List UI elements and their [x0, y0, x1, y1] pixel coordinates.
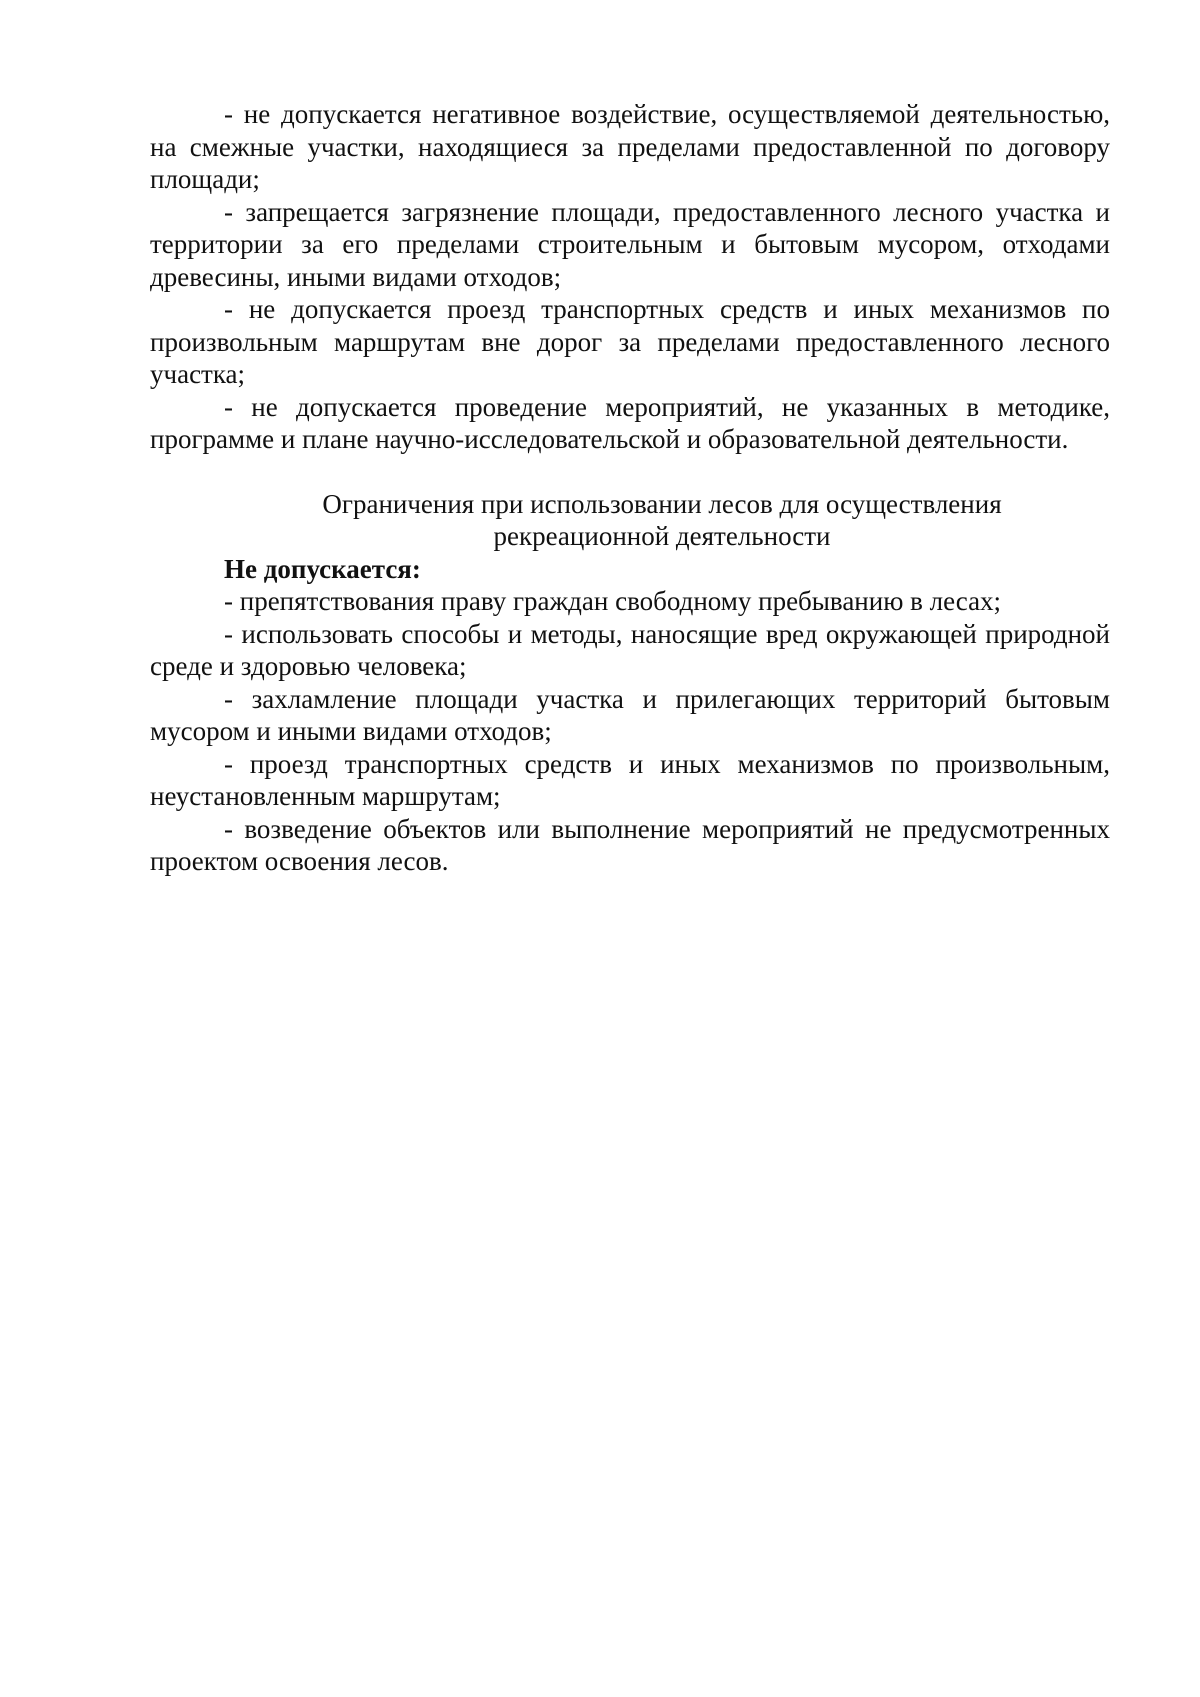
- paragraph-vehicle-routes: - проезд транспортных средств и иных механизмов по произвольным, неустановленным маршрутам;: [150, 748, 1110, 811]
- heading-line-2: рекреационной деятельности: [493, 521, 831, 551]
- section-recreation-restrictions: [150, 553, 1110, 878]
- document-page: [150, 98, 1110, 878]
- paragraph-construction: - возведение объектов или выполнение мероприятий не предусмотренных проектом освоения лесов.: [150, 813, 1110, 876]
- paragraph-free-access: - препятствования праву граждан свободному пребыванию в лесах;: [224, 586, 1002, 616]
- section-heading: [150, 488, 1110, 553]
- paragraph-littering: - захламление площади участка и прилегающих территорий бытовым мусором и иными видами отходов;: [150, 683, 1110, 746]
- paragraph-unlisted-activities: - не допускается проведение мероприятий, не указанных в методике, программе и плане научно-исследовательской и образовательной деятельности.: [150, 391, 1110, 454]
- paragraph-harmful-methods: - использовать способы и методы, наносящие вред окружающей природной среде и здоровью человека;: [150, 618, 1110, 681]
- paragraph-adjacent-impact: - не допускается негативное воздействие, осуществляемой деятельностью, на смежные участки, находящиеся за пределами предоставленной по договору площади;: [150, 99, 1110, 194]
- subheading-not-allowed: Не допускается:: [224, 553, 421, 584]
- paragraph-vehicle-ban: - не допускается проезд транспортных средств и иных механизмов по произвольным маршрутам вне дорог за пределами предоставленного лесного участка;: [150, 294, 1110, 389]
- section-research-restrictions: [150, 98, 1110, 456]
- heading-line-1: Ограничения при использовании лесов для осуществления: [322, 488, 1002, 519]
- paragraph-pollution-ban: - запрещается загрязнение площади, предоставленного лесного участка и территории за его пределами строительным и бытовым мусором, отходами древесины, иными видами отходов;: [150, 196, 1110, 292]
